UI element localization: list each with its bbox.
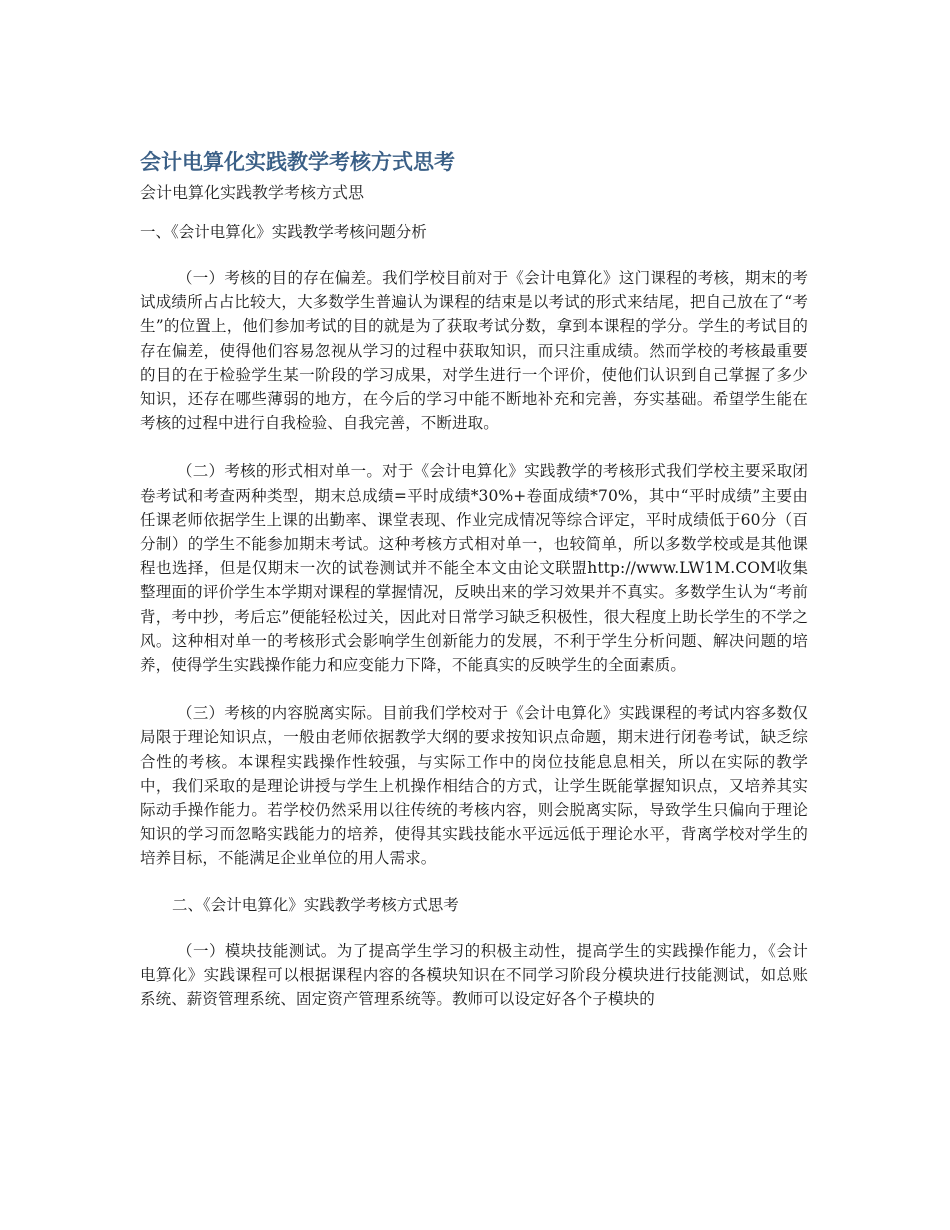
document-title: 会计电算化实践教学考核方式思考	[140, 150, 455, 174]
document-subtitle: 会计电算化实践教学考核方式思	[140, 183, 365, 202]
paragraph-2: （二）考核的形式相对单一。对于《会计电算化》实践教学的考核形式我们学校主要采取闭卷考试和考查两种类型，期末总成绩=平时成绩*30%+卷面成绩*70%，其中“平时成绩”主要由任课老师依据学生上课的出勤率、课堂表现、作业完成情况等综合评定，平时成绩低于60分（百分制）的学生不能参加期末考试。这种考核方式相对单一，也较简单，所以多数学校或是其他课程也选择，但是仅期末一次的试卷测试并不能全本文由论文联盟http://www.LW1M.COM收集整理面的评价学生本学期对课程的掌握情况，反映出来的学习效果并不真实。多数学生认为“考前背，考中抄，考后忘”便能轻松过关，因此对日常学习缺乏积极性，很大程度上助长学生的不学之风。这种相对单一的考核形式会影响学生创新能力的发展，不利于学生分析问题、解决问题的培养，使得学生实践操作能力和应变能力下降，不能真实的反映学生的全面素质。	[140, 462, 808, 675]
document-body	[140, 148, 808, 1011]
paragraph-1: （一）考核的目的存在偏差。我们学校目前对于《会计电算化》这门课程的考核，期末的考试成绩所占占比较大，大多数学生普遍认为课程的结束是以考试的形式来结尾，把自己放在了“考生”的位置上，他们参加考试的目的就是为了获取考试分数，拿到本课程的学分。学生的考试目的存在偏差，使得他们容易忽视从学习的过程中获取知识，而只注重成绩。然而学校的考核最重要的目的在于检验学生某一阶段的学习成果，对学生进行一个评价，使他们认识到自己掌握了多少知识，还存在哪些薄弱的地方，在今后的学习中能不断地补充和完善，夯实基础。希望学生能在考核的过程中进行自我检验、自我完善，不断进取。	[140, 269, 808, 433]
paragraph-4: （一）模块技能测试。为了提高学生学习的积极主动性，提高学生的实践操作能力，《会计电算化》实践课程可以根据课程内容的各模块知识在不同学习阶段分模块进行技能测试，如总账系统、薪资管理系统、固定资产管理系统等。教师可以设定好各个子模块的	[140, 941, 808, 1009]
paragraph-3: （三）考核的内容脱离实际。目前我们学校对于《会计电算化》实践课程的考试内容多数仅局限于理论知识点，一般由老师依据教学大纲的要求按知识点命题，期末进行闭卷考试，缺乏综合性的考核。本课程实践操作性较强，与实际工作中的岗位技能息息相关，所以在实际的教学中，我们采取的是理论讲授与学生上机操作相结合的方式，让学生既能掌握知识点，又培养其实际动手操作能力。若学校仍然采用以往传统的考核内容，则会脱离实际，导致学生只偏向于理论知识的学习而忽略实践能力的培养，使得其实践技能水平远远低于理论水平，背离学校对学生的培养目标，不能满足企业单位的用人需求。	[140, 704, 808, 868]
section-heading-1: 一、《会计电算化》实践教学考核问题分析	[140, 223, 427, 241]
section-heading-2: 二、《会计电算化》实践教学考核方式思考	[172, 895, 459, 914]
